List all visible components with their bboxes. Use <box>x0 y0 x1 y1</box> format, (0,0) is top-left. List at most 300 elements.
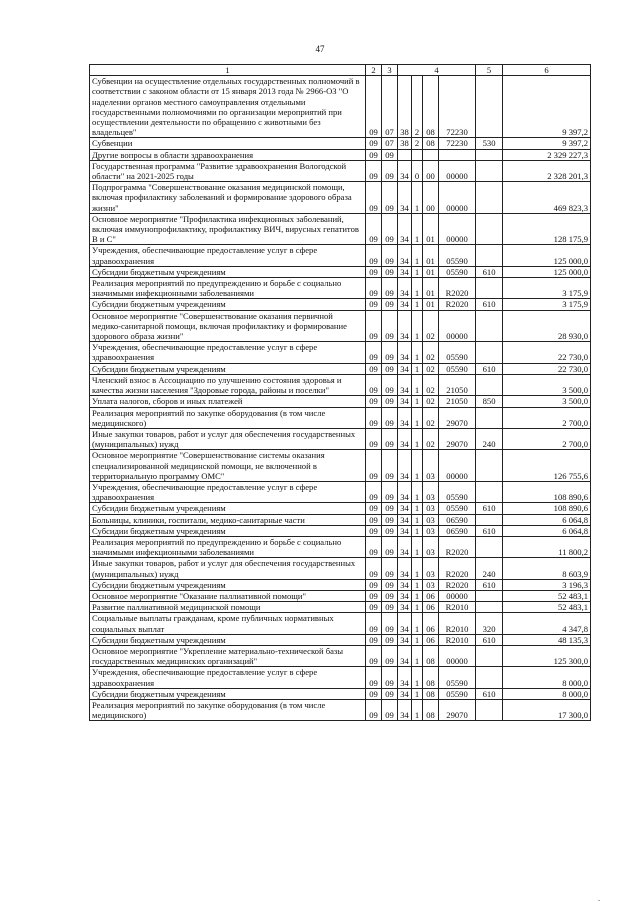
program-code-cell: 34 <box>398 525 412 536</box>
activity-code-cell: 00 <box>423 160 439 181</box>
subprogram-code-cell: 1 <box>412 558 423 579</box>
amount-cell: 3 500,0 <box>503 396 591 407</box>
program-code-cell: 34 <box>398 342 412 363</box>
table-row <box>90 590 591 601</box>
row-name-cell: Больницы, клиники, госпитали, медико-санитарные части <box>90 514 366 525</box>
direction-code-cell: 05590 <box>439 342 476 363</box>
subprogram-code-cell: 1 <box>412 613 423 634</box>
table-row <box>90 266 591 277</box>
amount-cell: 6 064,8 <box>503 525 591 536</box>
expense-type-cell <box>476 245 503 266</box>
row-name-cell: Учреждения, обеспечивающие предоставление услуг в сфере здравоохранения <box>90 342 366 363</box>
row-name-cell: Иные закупки товаров, работ и услуг для обеспечения государственных (муниципальных) нужд <box>90 428 366 449</box>
subprogram-code-cell: 1 <box>412 503 423 514</box>
table-row <box>90 514 591 525</box>
subsection-code-cell: 07 <box>382 138 398 149</box>
table-row <box>90 149 591 160</box>
amount-cell: 11 800,2 <box>503 536 591 557</box>
direction-code-cell: R2010 <box>439 613 476 634</box>
activity-code-cell: 02 <box>423 374 439 395</box>
activity-code-cell: 06 <box>423 634 439 645</box>
table-row <box>90 699 591 720</box>
program-code-cell <box>398 149 412 160</box>
table-row <box>90 407 591 428</box>
column-header-6: 6 <box>503 65 591 76</box>
table-row <box>90 76 591 138</box>
column-header-1: 1 <box>90 65 366 76</box>
row-name-cell: Субсидии бюджетным учреждениям <box>90 363 366 374</box>
table-row <box>90 138 591 149</box>
table-row <box>90 278 591 299</box>
direction-code-cell: 72230 <box>439 138 476 149</box>
expense-type-cell <box>476 407 503 428</box>
section-code-cell: 09 <box>366 182 382 214</box>
table-row <box>90 299 591 310</box>
row-name-cell: Субсидии бюджетным учреждениям <box>90 634 366 645</box>
direction-code-cell: 21050 <box>439 396 476 407</box>
subprogram-code-cell: 1 <box>412 602 423 613</box>
subprogram-code-cell: 0 <box>412 160 423 181</box>
subprogram-code-cell: 1 <box>412 374 423 395</box>
activity-code-cell: 03 <box>423 503 439 514</box>
table-row <box>90 645 591 666</box>
row-name-cell: Развитие паллиативной медицинской помощи <box>90 602 366 613</box>
program-code-cell: 34 <box>398 481 412 502</box>
activity-code-cell: 03 <box>423 450 439 482</box>
row-name-cell: Подпрограмма "Совершенствование оказания медицинской помощи, включая профилактику заболеваний и формирование здорового образа жизни" <box>90 182 366 214</box>
subsection-code-cell: 09 <box>382 310 398 342</box>
section-code-cell: 09 <box>366 266 382 277</box>
program-code-cell: 34 <box>398 213 412 245</box>
subsection-code-cell: 09 <box>382 396 398 407</box>
amount-cell: 8 000,0 <box>503 667 591 688</box>
subprogram-code-cell: 1 <box>412 407 423 428</box>
activity-code-cell: 02 <box>423 310 439 342</box>
subprogram-code-cell: 1 <box>412 266 423 277</box>
column-header-2: 2 <box>366 65 382 76</box>
subprogram-code-cell: 1 <box>412 363 423 374</box>
subsection-code-cell: 09 <box>382 590 398 601</box>
row-name-cell: Субсидии бюджетным учреждениям <box>90 525 366 536</box>
expense-type-cell <box>476 213 503 245</box>
direction-code-cell: 05590 <box>439 266 476 277</box>
row-name-cell: Уплата налогов, сборов и иных платежей <box>90 396 366 407</box>
section-code-cell: 09 <box>366 536 382 557</box>
amount-cell: 9 397,2 <box>503 138 591 149</box>
amount-cell: 2 700,0 <box>503 428 591 449</box>
section-code-cell: 09 <box>366 590 382 601</box>
subsection-code-cell: 09 <box>382 613 398 634</box>
activity-code-cell: 01 <box>423 213 439 245</box>
amount-cell: 3 175,9 <box>503 278 591 299</box>
expense-type-cell <box>476 149 503 160</box>
section-code-cell: 09 <box>366 396 382 407</box>
expense-type-cell: 610 <box>476 363 503 374</box>
table-row <box>90 363 591 374</box>
direction-code-cell <box>439 149 476 160</box>
table-body <box>90 65 591 721</box>
expense-type-cell <box>476 536 503 557</box>
program-code-cell: 34 <box>398 374 412 395</box>
activity-code-cell: 03 <box>423 525 439 536</box>
amount-cell: 3 175,9 <box>503 299 591 310</box>
section-code-cell: 09 <box>366 579 382 590</box>
expense-type-cell: 610 <box>476 299 503 310</box>
activity-code-cell: 08 <box>423 667 439 688</box>
section-code-cell: 09 <box>366 450 382 482</box>
expense-type-cell: 610 <box>476 503 503 514</box>
section-code-cell: 09 <box>366 363 382 374</box>
section-code-cell: 09 <box>366 688 382 699</box>
expense-type-cell <box>476 310 503 342</box>
direction-code-cell: R2010 <box>439 634 476 645</box>
direction-code-cell: R2020 <box>439 278 476 299</box>
expense-type-cell <box>476 590 503 601</box>
row-name-cell: Субсидии бюджетным учреждениям <box>90 299 366 310</box>
row-name-cell: Реализация мероприятий по закупке оборудования (в том числе медицинского) <box>90 407 366 428</box>
direction-code-cell: 29070 <box>439 407 476 428</box>
direction-code-cell: 00000 <box>439 310 476 342</box>
table-row <box>90 536 591 557</box>
amount-cell: 52 483,1 <box>503 602 591 613</box>
subprogram-code-cell: 1 <box>412 634 423 645</box>
amount-cell: 125 000,0 <box>503 266 591 277</box>
row-name-cell: Другие вопросы в области здравоохранения <box>90 149 366 160</box>
expense-type-cell <box>476 182 503 214</box>
budget-table <box>89 64 591 721</box>
page-number: 47 <box>315 44 325 54</box>
section-code-cell: 09 <box>366 699 382 720</box>
amount-cell: 22 730,0 <box>503 342 591 363</box>
direction-code-cell: 05590 <box>439 667 476 688</box>
program-code-cell: 34 <box>398 667 412 688</box>
table-row <box>90 558 591 579</box>
activity-code-cell: 02 <box>423 407 439 428</box>
table-row <box>90 342 591 363</box>
direction-code-cell: 05590 <box>439 245 476 266</box>
section-code-cell: 09 <box>366 160 382 181</box>
row-name-cell: Субвенции на осуществление отдельных государственных полномочий в соответствии с законом области от 15 января 2013 года № 2966-ОЗ "О наделении органов местного самоуправления отдельными государственными полномочиями по организации мероприятий при осуществлении деятельности по обращению с животными без владельцев" <box>90 76 366 138</box>
subsection-code-cell: 09 <box>382 213 398 245</box>
direction-code-cell: 29070 <box>439 428 476 449</box>
program-code-cell: 34 <box>398 299 412 310</box>
direction-code-cell: R2020 <box>439 558 476 579</box>
amount-cell: 126 755,6 <box>503 450 591 482</box>
subsection-code-cell: 09 <box>382 266 398 277</box>
program-code-cell: 34 <box>398 558 412 579</box>
section-code-cell: 09 <box>366 278 382 299</box>
direction-code-cell: R2010 <box>439 602 476 613</box>
subsection-code-cell: 09 <box>382 481 398 502</box>
expense-type-cell: 320 <box>476 613 503 634</box>
subprogram-code-cell: 1 <box>412 525 423 536</box>
row-name-cell: Реализация мероприятий по предупреждению и борьбе с социально значимыми инфекционными заболеваниями <box>90 536 366 557</box>
activity-code-cell: 06 <box>423 613 439 634</box>
section-code-cell: 09 <box>366 342 382 363</box>
direction-code-cell: 72230 <box>439 76 476 138</box>
direction-code-cell: 29070 <box>439 699 476 720</box>
row-name-cell: Учреждения, обеспечивающие предоставление услуг в сфере здравоохранения <box>90 481 366 502</box>
section-code-cell: 09 <box>366 503 382 514</box>
program-code-cell: 38 <box>398 76 412 138</box>
expense-type-cell <box>476 450 503 482</box>
activity-code-cell: 00 <box>423 182 439 214</box>
row-name-cell: Субсидии бюджетным учреждениям <box>90 503 366 514</box>
amount-cell: 9 397,2 <box>503 76 591 138</box>
expense-type-cell: 530 <box>476 138 503 149</box>
direction-code-cell: 00000 <box>439 213 476 245</box>
activity-code-cell: 02 <box>423 428 439 449</box>
expense-type-cell <box>476 342 503 363</box>
activity-code-cell: 03 <box>423 481 439 502</box>
table-row <box>90 310 591 342</box>
section-code-cell: 09 <box>366 245 382 266</box>
table-row <box>90 667 591 688</box>
subprogram-code-cell: 1 <box>412 428 423 449</box>
row-name-cell: Учреждения, обеспечивающие предоставление услуг в сфере здравоохранения <box>90 667 366 688</box>
program-code-cell: 34 <box>398 514 412 525</box>
activity-code-cell: 03 <box>423 514 439 525</box>
row-name-cell: Субсидии бюджетным учреждениям <box>90 579 366 590</box>
row-name-cell: Реализация мероприятий по закупке оборудования (в том числе медицинского) <box>90 699 366 720</box>
subprogram-code-cell: 1 <box>412 590 423 601</box>
table-row <box>90 245 591 266</box>
subprogram-code-cell: 1 <box>412 536 423 557</box>
amount-cell: 17 300,0 <box>503 699 591 720</box>
amount-cell: 469 823,3 <box>503 182 591 214</box>
table-row <box>90 428 591 449</box>
section-code-cell: 09 <box>366 213 382 245</box>
row-name-cell: Реализация мероприятий по предупреждению и борьбе с социально значимыми инфекционными заболеваниями <box>90 278 366 299</box>
program-code-cell: 34 <box>398 503 412 514</box>
subprogram-code-cell: 1 <box>412 213 423 245</box>
subprogram-code-cell: 2 <box>412 138 423 149</box>
amount-cell: 108 890,6 <box>503 481 591 502</box>
subprogram-code-cell: 1 <box>412 688 423 699</box>
row-name-cell: Основное мероприятие "Профилактика инфекционных заболеваний, включая иммунопрофилактику, профилактику ВИЧ, вирусных гепатитов В и С" <box>90 213 366 245</box>
direction-code-cell: 00000 <box>439 645 476 666</box>
expense-type-cell <box>476 374 503 395</box>
subsection-code-cell: 09 <box>382 699 398 720</box>
activity-code-cell: 03 <box>423 558 439 579</box>
expense-type-cell: 850 <box>476 396 503 407</box>
subsection-code-cell: 09 <box>382 407 398 428</box>
activity-code-cell: 01 <box>423 266 439 277</box>
section-code-cell: 09 <box>366 667 382 688</box>
direction-code-cell: R2020 <box>439 579 476 590</box>
program-code-cell: 34 <box>398 310 412 342</box>
program-code-cell: 34 <box>398 613 412 634</box>
row-name-cell: Основное мероприятие "Оказание паллиативной помощи" <box>90 590 366 601</box>
expense-type-cell: 610 <box>476 688 503 699</box>
subsection-code-cell: 09 <box>382 278 398 299</box>
section-code-cell: 09 <box>366 613 382 634</box>
program-code-cell: 34 <box>398 407 412 428</box>
header-row <box>90 65 591 76</box>
row-name-cell: Основное мероприятие "Совершенствование системы оказания специализированной медицинской помощи, не включенной в территориальную программу ОМС" <box>90 450 366 482</box>
amount-cell: 48 135,3 <box>503 634 591 645</box>
direction-code-cell: 00000 <box>439 160 476 181</box>
expense-type-cell: 610 <box>476 266 503 277</box>
amount-cell: 3 196,3 <box>503 579 591 590</box>
subprogram-code-cell: 1 <box>412 645 423 666</box>
subprogram-code-cell: 1 <box>412 182 423 214</box>
program-code-cell: 34 <box>398 634 412 645</box>
expense-type-cell <box>476 645 503 666</box>
amount-cell: 3 500,0 <box>503 374 591 395</box>
activity-code-cell: 03 <box>423 579 439 590</box>
activity-code-cell: 02 <box>423 363 439 374</box>
program-code-cell: 38 <box>398 138 412 149</box>
subsection-code-cell: 09 <box>382 182 398 214</box>
amount-cell: 125 000,0 <box>503 245 591 266</box>
section-code-cell: 09 <box>366 299 382 310</box>
subprogram-code-cell: 1 <box>412 667 423 688</box>
amount-cell: 8 603,9 <box>503 558 591 579</box>
activity-code-cell: 08 <box>423 699 439 720</box>
expense-type-cell <box>476 76 503 138</box>
table-row <box>90 160 591 181</box>
activity-code-cell: 08 <box>423 688 439 699</box>
expense-type-cell <box>476 481 503 502</box>
direction-code-cell: 00000 <box>439 182 476 214</box>
program-code-cell: 34 <box>398 266 412 277</box>
row-name-cell: Субсидии бюджетным учреждениям <box>90 688 366 699</box>
expense-type-cell <box>476 602 503 613</box>
expense-type-cell <box>476 160 503 181</box>
program-code-cell: 34 <box>398 645 412 666</box>
direction-code-cell: 05590 <box>439 481 476 502</box>
direction-code-cell: 06590 <box>439 525 476 536</box>
activity-code-cell: 03 <box>423 536 439 557</box>
subprogram-code-cell: 1 <box>412 310 423 342</box>
section-code-cell: 09 <box>366 525 382 536</box>
subprogram-code-cell: 1 <box>412 450 423 482</box>
program-code-cell: 34 <box>398 182 412 214</box>
program-code-cell: 34 <box>398 363 412 374</box>
subprogram-code-cell: 1 <box>412 514 423 525</box>
expense-type-cell: 610 <box>476 579 503 590</box>
expense-type-cell <box>476 514 503 525</box>
section-code-cell: 09 <box>366 149 382 160</box>
section-code-cell: 09 <box>366 428 382 449</box>
section-code-cell: 09 <box>366 558 382 579</box>
amount-cell: 125 300,0 <box>503 645 591 666</box>
subsection-code-cell: 09 <box>382 160 398 181</box>
direction-code-cell: 05590 <box>439 688 476 699</box>
activity-code-cell: 08 <box>423 138 439 149</box>
amount-cell: 2 328 201,3 <box>503 160 591 181</box>
direction-code-cell: 05590 <box>439 503 476 514</box>
subsection-code-cell: 09 <box>382 688 398 699</box>
column-header-3: 3 <box>382 65 398 76</box>
subprogram-code-cell: 1 <box>412 699 423 720</box>
amount-cell: 108 890,6 <box>503 503 591 514</box>
section-code-cell: 09 <box>366 645 382 666</box>
activity-code-cell: 02 <box>423 396 439 407</box>
table-row <box>90 634 591 645</box>
section-code-cell: 09 <box>366 76 382 138</box>
subsection-code-cell: 09 <box>382 503 398 514</box>
direction-code-cell: 00000 <box>439 590 476 601</box>
direction-code-cell: 05590 <box>439 363 476 374</box>
table-row <box>90 525 591 536</box>
amount-cell: 28 930,0 <box>503 310 591 342</box>
subsection-code-cell: 09 <box>382 428 398 449</box>
section-code-cell: 09 <box>366 514 382 525</box>
expense-type-cell: 610 <box>476 525 503 536</box>
column-header-5: 5 <box>476 65 503 76</box>
program-code-cell: 34 <box>398 699 412 720</box>
table-row <box>90 613 591 634</box>
amount-cell: 52 483,1 <box>503 590 591 601</box>
program-code-cell: 34 <box>398 396 412 407</box>
row-name-cell: Иные закупки товаров, работ и услуг для обеспечения государственных (муниципальных) нужд <box>90 558 366 579</box>
amount-cell: 128 175,9 <box>503 213 591 245</box>
program-code-cell: 34 <box>398 428 412 449</box>
activity-code-cell <box>423 149 439 160</box>
direction-code-cell: R2020 <box>439 299 476 310</box>
amount-cell: 6 064,8 <box>503 514 591 525</box>
expense-type-cell <box>476 278 503 299</box>
program-code-cell: 34 <box>398 590 412 601</box>
section-code-cell: 09 <box>366 481 382 502</box>
program-code-cell: 34 <box>398 536 412 557</box>
expense-type-cell: 240 <box>476 428 503 449</box>
subsection-code-cell: 09 <box>382 525 398 536</box>
activity-code-cell: 01 <box>423 278 439 299</box>
program-code-cell: 34 <box>398 245 412 266</box>
subsection-code-cell: 09 <box>382 299 398 310</box>
activity-code-cell: 06 <box>423 590 439 601</box>
expense-type-cell <box>476 699 503 720</box>
subsection-code-cell: 09 <box>382 342 398 363</box>
subprogram-code-cell: 1 <box>412 396 423 407</box>
row-name-cell: Основное мероприятие "Укрепление материально-технической базы государственных медицинских организаций" <box>90 645 366 666</box>
scan-mark: - <box>598 896 601 904</box>
row-name-cell: Государственная программа "Развитие здравоохранения Вологодской области" на 2021-2025 годы <box>90 160 366 181</box>
row-name-cell: Субвенции <box>90 138 366 149</box>
table-row <box>90 213 591 245</box>
row-name-cell: Учреждения, обеспечивающие предоставление услуг в сфере здравоохранения <box>90 245 366 266</box>
subsection-code-cell: 09 <box>382 363 398 374</box>
table-row <box>90 602 591 613</box>
activity-code-cell: 08 <box>423 645 439 666</box>
table-row <box>90 579 591 590</box>
program-code-cell: 34 <box>398 278 412 299</box>
amount-cell: 8 000,0 <box>503 688 591 699</box>
table-row <box>90 450 591 482</box>
section-code-cell: 09 <box>366 602 382 613</box>
expense-type-cell: 240 <box>476 558 503 579</box>
amount-cell: 4 347,8 <box>503 613 591 634</box>
subsection-code-cell: 09 <box>382 245 398 266</box>
row-name-cell: Членский взнос в Ассоциацию по улучшению состояния здоровья и качества жизни населения "Здоровые города, районы и поселки" <box>90 374 366 395</box>
subprogram-code-cell: 1 <box>412 299 423 310</box>
table-row <box>90 182 591 214</box>
table-row <box>90 374 591 395</box>
subsection-code-cell: 07 <box>382 76 398 138</box>
subsection-code-cell: 09 <box>382 536 398 557</box>
activity-code-cell: 01 <box>423 245 439 266</box>
program-code-cell: 34 <box>398 579 412 590</box>
column-header-4: 4 <box>398 65 476 76</box>
amount-cell: 22 730,0 <box>503 363 591 374</box>
subprogram-code-cell: 1 <box>412 245 423 266</box>
section-code-cell: 09 <box>366 374 382 395</box>
amount-cell: 2 329 227,3 <box>503 149 591 160</box>
subprogram-code-cell: 1 <box>412 278 423 299</box>
